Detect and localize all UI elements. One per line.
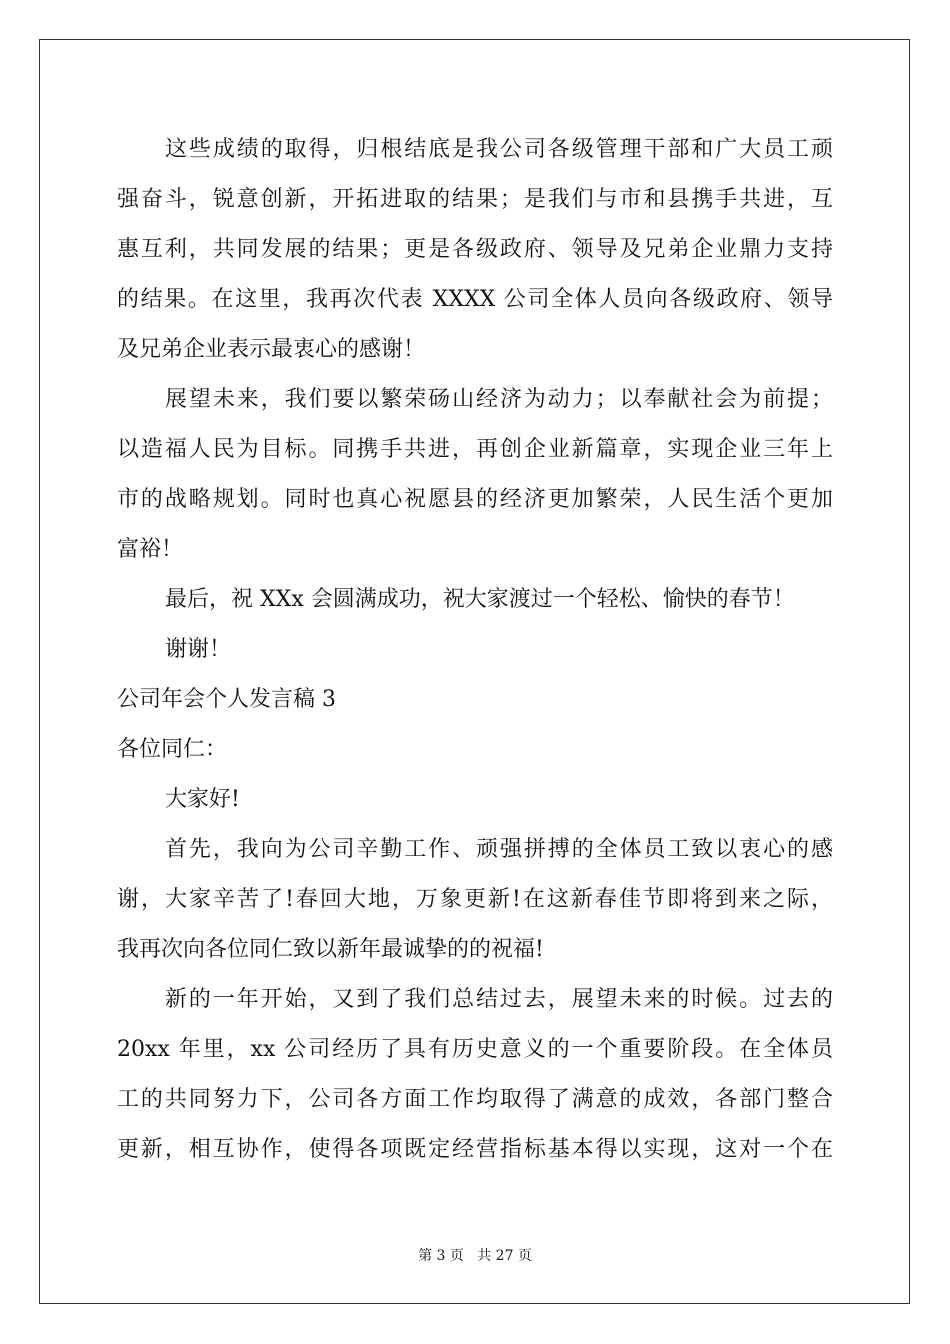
salutation: 各位同仁：: [117, 737, 228, 762]
page-number-footer: 第 3 页 共 27 页: [418, 1248, 532, 1264]
paragraph-line: 以造福人民为目标。同携手共进，再创企业新篇章，实现企业三年上: [117, 437, 833, 462]
page-border: [39, 39, 910, 1304]
paragraph-line: 谢谢！: [165, 637, 232, 662]
paragraph-line: 工的共同努力下，公司各方面工作均取得了满意的成效，各部门整合: [117, 1087, 833, 1112]
paragraph-line: 的结果。在这里，我再次代表 XXXX 公司全体人员向各级政府、领导: [117, 287, 833, 312]
paragraph-line: 强奋斗，锐意创新，开拓进取的结果；是我们与市和县携手共进，互: [117, 187, 833, 212]
paragraph-line: 最后，祝 XXx 会圆满成功，祝大家渡过一个轻松、愉快的春节！: [165, 587, 795, 612]
paragraph-line: 更新，相互协作，使得各项既定经营指标基本得以实现，这对一个在: [117, 1137, 833, 1162]
paragraph-line: 市的战略规划。同时也真心祝愿县的经济更加繁荣，人民生活个更加: [117, 487, 833, 512]
section-heading: 公司年会个人发言稿 3: [117, 687, 336, 712]
paragraph-line: 我再次向各位同仁致以新年最诚挚的的祝福!: [117, 937, 544, 962]
paragraph-line: 首先，我向为公司辛勤工作、顽强拼搏的全体员工致以衷心的感: [165, 837, 833, 862]
paragraph-line: 新的一年开始，又到了我们总结过去，展望未来的时候。过去的: [165, 987, 833, 1012]
paragraph-line: 20xx 年里，xx 公司经历了具有历史意义的一个重要阶段。在全体员: [117, 1037, 833, 1062]
paragraph-line: 及兄弟企业表示最衷心的感谢！: [117, 337, 426, 362]
paragraph-line: 展望未来，我们要以繁荣砀山经济为动力；以奉献社会为前提；: [165, 387, 833, 412]
paragraph-line: 这些成绩的取得，归根结底是我公司各级管理干部和广大员工顽: [165, 137, 833, 162]
paragraph-line: 谢，大家辛苦了!春回大地，万象更新!在这新春佳节即将到来之际，: [117, 887, 833, 912]
paragraph-line: 惠互利，共同发展的结果；更是各级政府、领导及兄弟企业鼎力支持: [117, 237, 833, 262]
paragraph-line: 富裕！: [117, 537, 184, 562]
greeting: 大家好!: [165, 787, 240, 812]
